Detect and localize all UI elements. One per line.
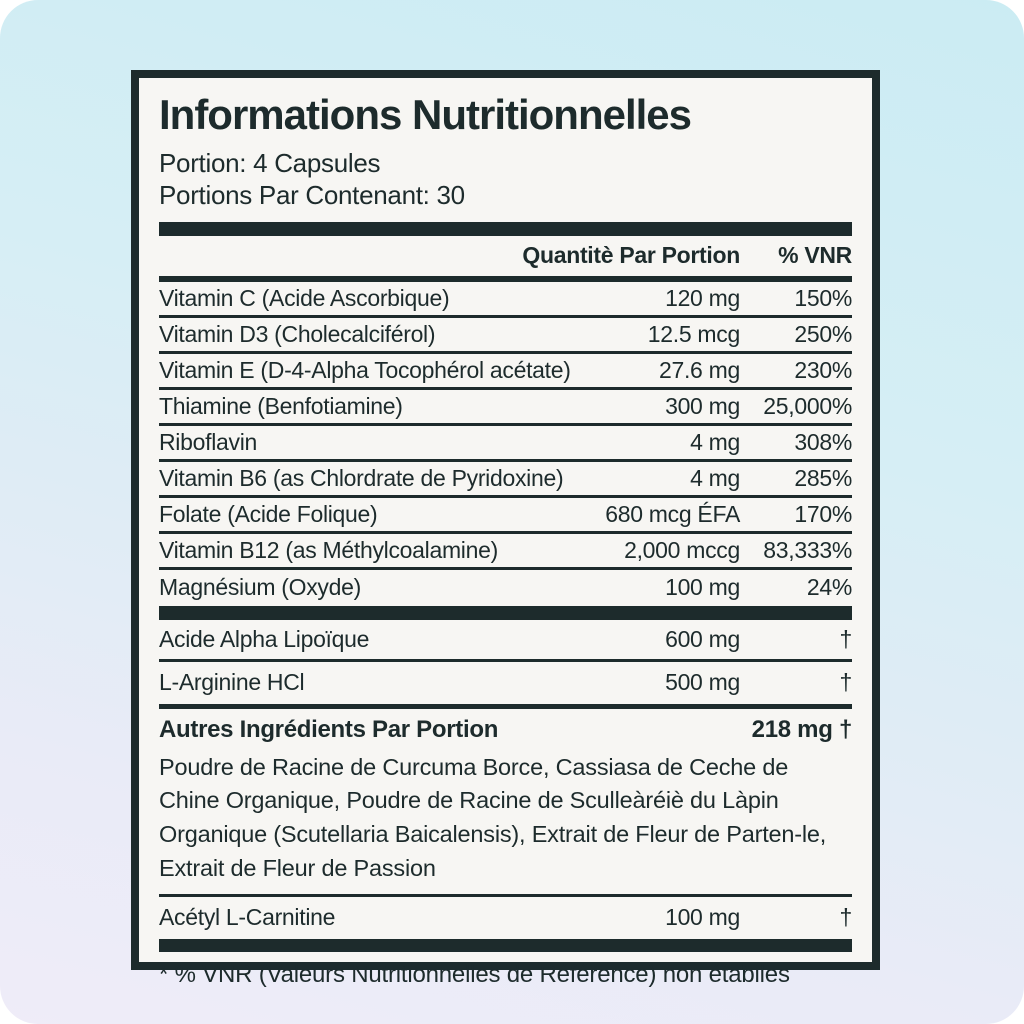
nutrient-amount: 4 mg [690,428,740,455]
nutrient-dv: 24% [806,574,852,601]
table-row [159,897,852,939]
serving-info [159,148,852,211]
nutrient-amount: 300 mg [665,392,740,419]
table-row [159,498,852,534]
nutrient-amount: 100 mg [665,574,740,601]
table-row [159,620,852,662]
nutrient-dv: 230% [794,356,852,383]
nutrient-amount: 4 mg [690,464,740,491]
nutrient-name: Acide Alpha Lipoïque [159,625,370,652]
table-header-row [159,236,852,276]
dv-footnote: * % VNR (Valeurs Nutritionnelles de Référence) non étabiles [159,960,790,988]
nutrient-name: Acétyl L-Carnitine [159,904,336,931]
nutrition-facts-panel [131,70,880,988]
nutrient-name: Magnésium (Oxyde) [159,574,361,601]
panel-title: Informations Nutritionnelles [159,91,692,138]
nutrient-dv: 83,333% [763,536,852,563]
nutrient-dv: 25,000% [763,392,852,419]
table-row [159,318,852,354]
serving-size: Portion: 4 Capsules [159,148,381,179]
nutrient-dv: 250% [794,320,852,347]
nutrient-amount: 27.6 mg [658,356,740,383]
table-row [159,662,852,704]
nutrient-name: Vitamin D3 (Cholecalciférol) [159,320,436,347]
nutrient-name: Vitamin B6 (as Chlordrate de Pyridoxine) [159,464,564,491]
nutrient-amount: 500 mg [665,669,740,696]
nutrient-name: Vitamin C (Acide Ascorbique) [159,284,450,311]
nutrient-name: L-Arginine HCl [159,669,305,696]
section-divider-bar [159,606,852,620]
dagger-symbol: † [839,669,852,696]
nutrient-dv: 170% [794,500,852,527]
nutrient-dv: 308% [794,428,852,455]
other-ingredients-amount: 218 mg † [751,715,852,743]
table-row [159,570,852,606]
nutrient-amount: 120 mg [665,284,740,311]
header-amount-per-serving: Quantitè Par Portion [522,242,740,269]
section-divider-bar [159,939,852,952]
nutrient-name: Vitamin B12 (as Méthylcoalamine) [159,536,498,563]
nutrient-dv: 150% [794,284,852,311]
table-row [159,534,852,570]
nutrient-amount: 680 mcg ÉFA [605,500,740,527]
nutrient-name: Thiamine (Benfotiamine) [159,392,403,419]
dagger-symbol: † [839,625,852,652]
nutrient-amount: 100 mg [665,904,740,931]
nutrient-amount: 2,000 mccg [624,536,740,563]
nutrient-name: Riboflavin [159,428,257,455]
table-row [159,462,852,498]
table-row [159,426,852,462]
table-row [159,282,852,318]
other-ingredients-title: Autres Ingrédients Par Portion [159,715,499,743]
dagger-symbol: † [839,904,852,931]
nutrient-amount: 600 mg [665,625,740,652]
header-percent-dv: % VNR [778,242,852,269]
nutrient-name: Vitamin E (D-4-Alpha Tocophérol acétate) [159,356,571,383]
section-divider-bar [159,222,852,236]
nutrient-dv: 285% [794,464,852,491]
nutrient-amount: 12.5 mcg [647,320,740,347]
other-ingredients-list: Poudre de Racine de Curcuma Borce, Cassiasa de Ceche de Chine Organique, Poudre de Racine de Sculleàréiè du Làpin Organique (Scutellaria Baicalensis), Extrait de Fleur de Parten-le, Extrait de Fleur de Passion [159,753,827,882]
nutrient-name: Folate (Acide Folique) [159,500,378,527]
table-row [159,390,852,426]
servings-per-container: Portions Par Contenant: 30 [159,179,465,210]
other-ingredients-header [159,709,852,751]
table-row [159,354,852,390]
